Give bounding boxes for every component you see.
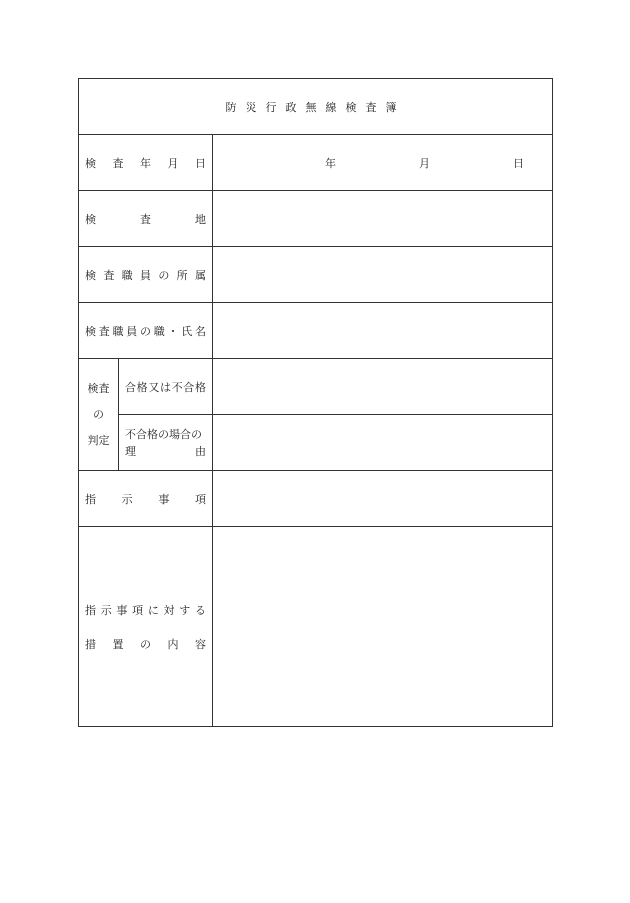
date-label xyxy=(79,135,213,191)
measures-field[interactable] xyxy=(213,527,553,727)
measures-label xyxy=(79,527,213,727)
place-label xyxy=(79,191,213,247)
pass-fail-label xyxy=(119,359,213,415)
pass-fail-label-text: 合 格 又 は 不 合 格 xyxy=(125,380,206,394)
day-label: 日 xyxy=(513,156,524,170)
affiliation-field[interactable] xyxy=(213,247,553,303)
year-label: 年 xyxy=(325,156,336,170)
affiliation-label-text: 検 査 職 員 の 所 属 xyxy=(85,268,206,282)
fail-reason-label-line2b: 由 xyxy=(195,444,206,458)
fail-reason-label xyxy=(119,415,213,471)
place-label-text: 検 査 地 xyxy=(85,212,206,226)
instructions-label xyxy=(79,471,213,527)
month-label: 月 xyxy=(419,156,430,170)
inspector-name-label-text: 検 査 職 員 の 職 ・ 氏 名 xyxy=(85,324,206,338)
inspector-name-label xyxy=(79,303,213,359)
measures-label-line2: 措 置 の 内 容 xyxy=(85,637,206,651)
judgment-group-line1: 検査 xyxy=(87,381,110,395)
fail-reason-label-line1: 不合格の場合の xyxy=(125,427,202,441)
form-title: 防災行政無線検査簿 xyxy=(79,79,553,135)
date-label-text: 検 査 年 月 日 xyxy=(85,156,206,170)
judgment-group-line3: 判定 xyxy=(87,433,110,447)
pass-fail-field[interactable] xyxy=(213,359,553,415)
inspection-form xyxy=(78,78,553,727)
measures-label-line1: 指 示 事 項 に 対 す る xyxy=(85,603,206,617)
fail-reason-label-line2a: 理 xyxy=(125,444,136,458)
judgment-group-line2: の xyxy=(93,407,104,421)
affiliation-label xyxy=(79,247,213,303)
fail-reason-field[interactable] xyxy=(213,415,553,471)
judgment-group-label xyxy=(79,359,119,471)
instructions-field[interactable] xyxy=(213,471,553,527)
date-field[interactable] xyxy=(213,135,553,191)
inspector-name-field[interactable] xyxy=(213,303,553,359)
place-field[interactable] xyxy=(213,191,553,247)
instructions-label-text: 指 示 事 項 xyxy=(85,492,206,506)
